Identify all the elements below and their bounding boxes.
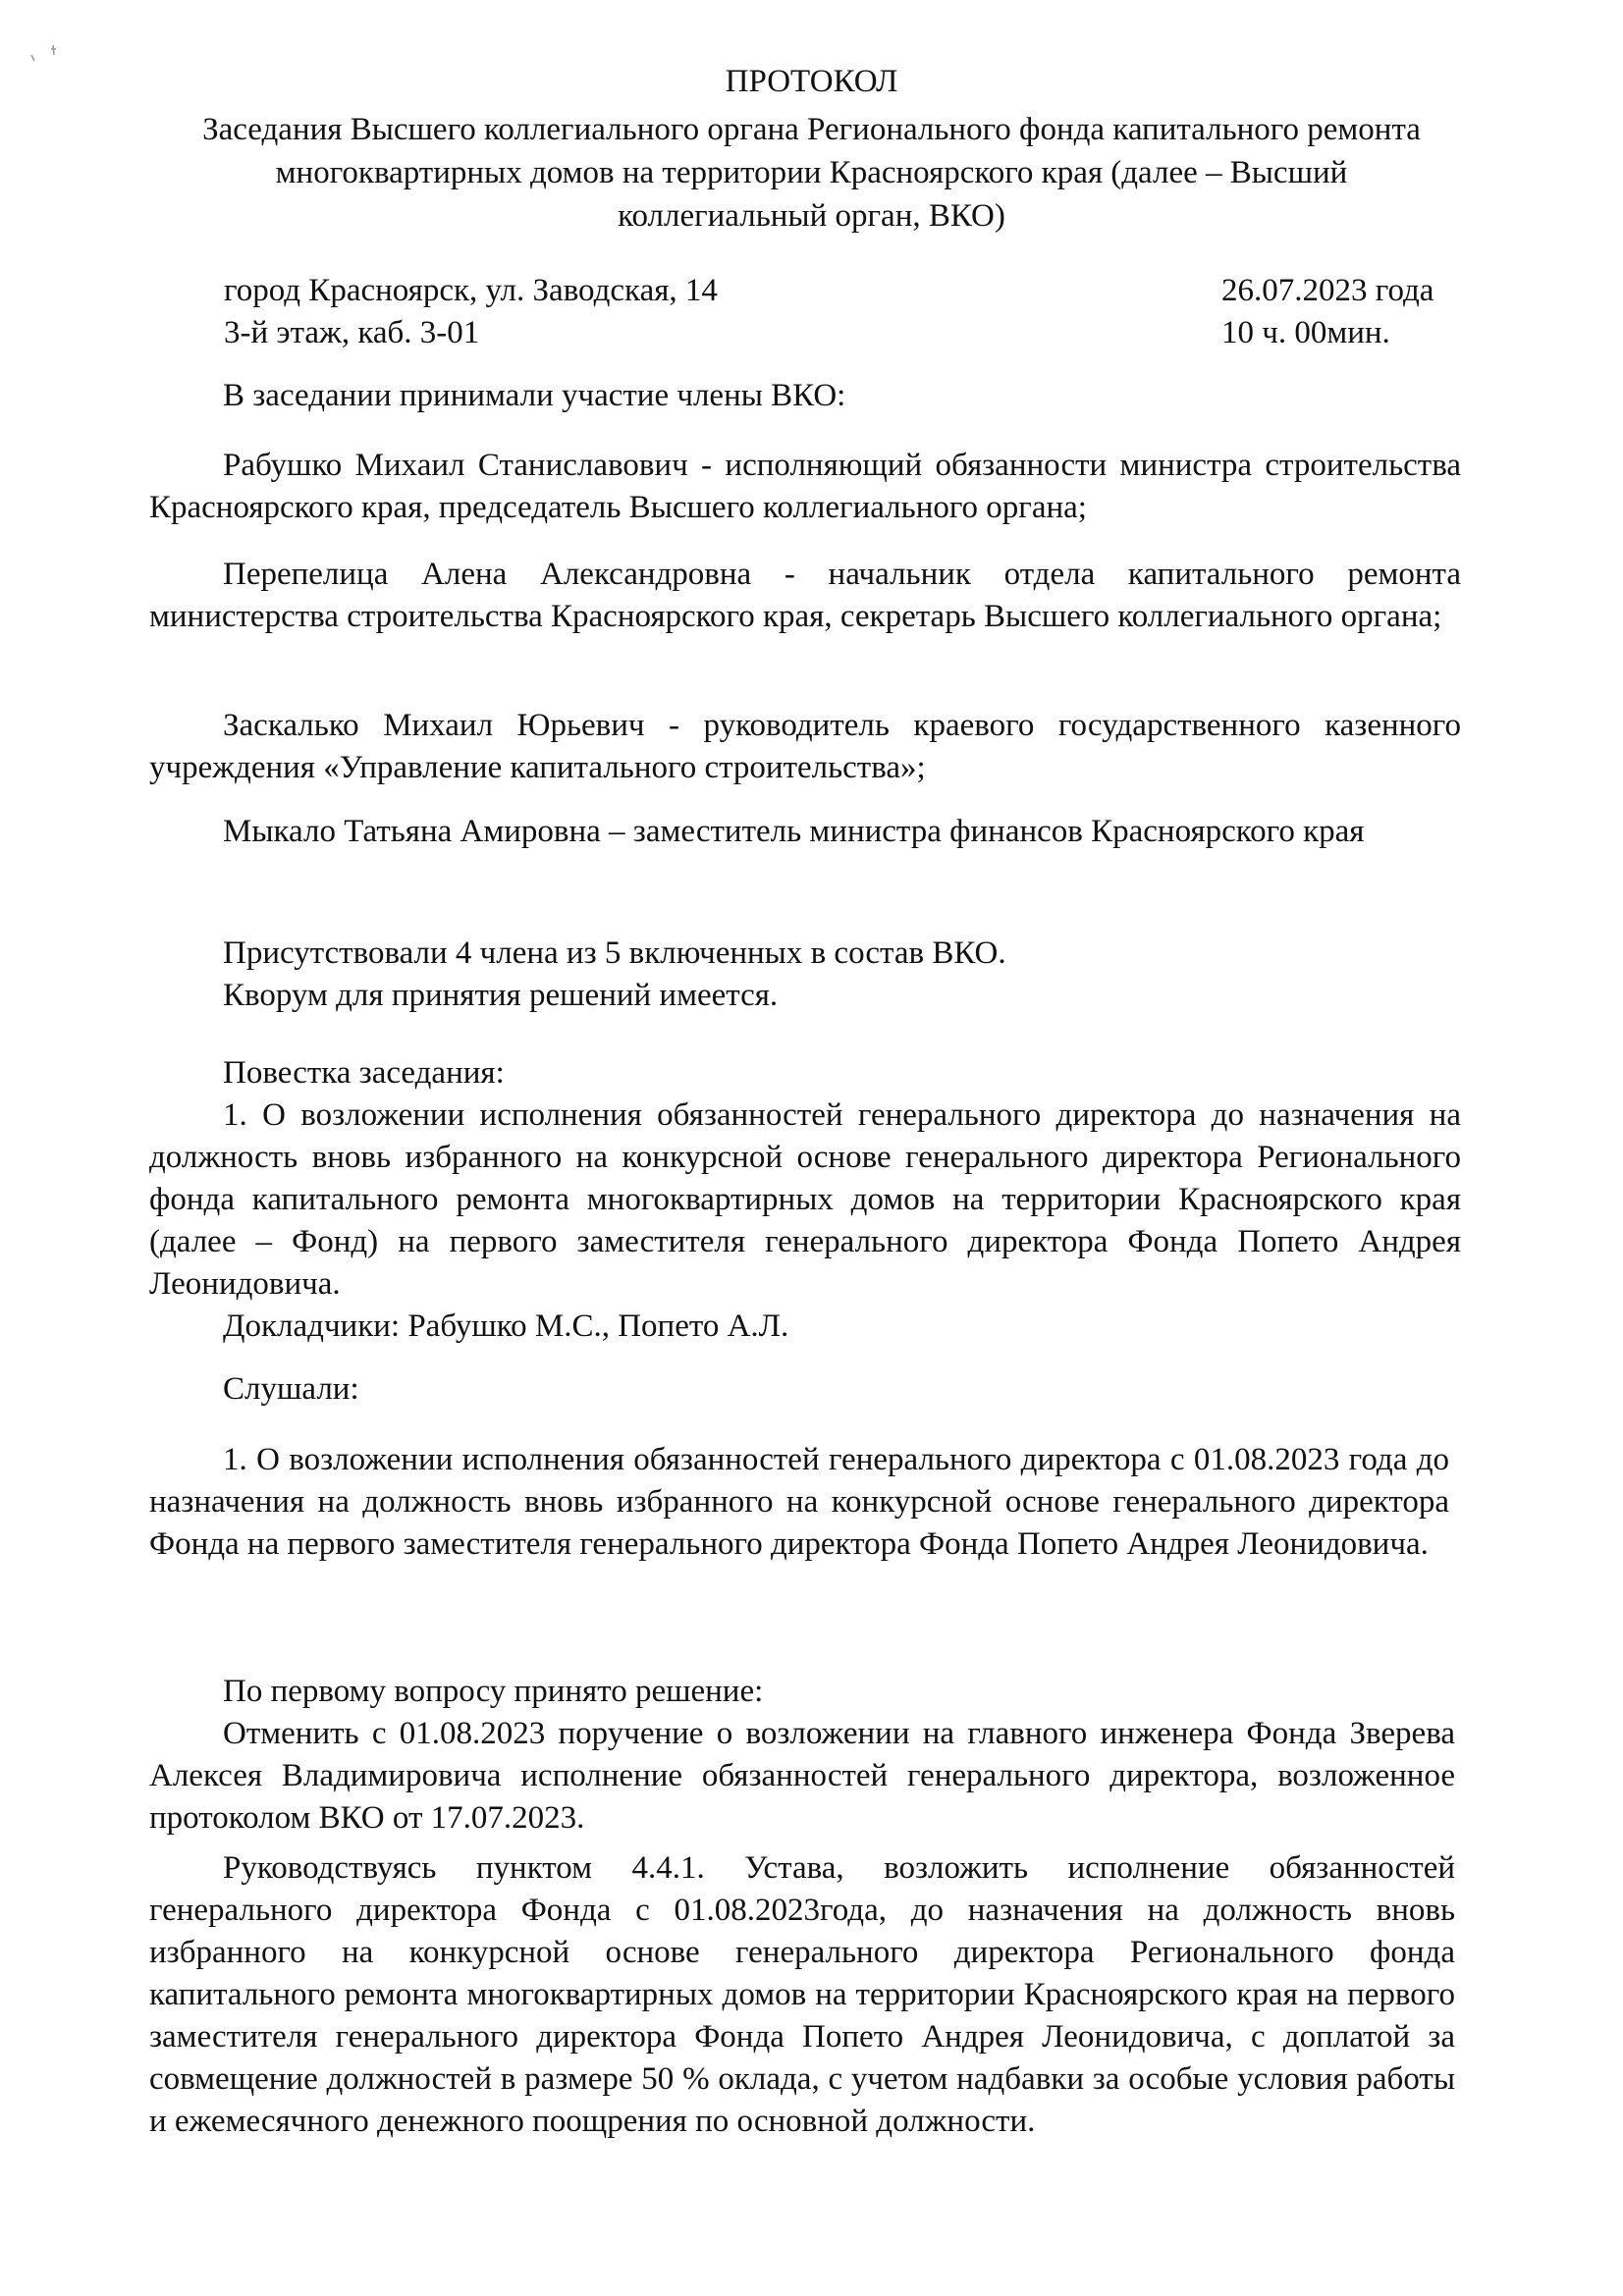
decision-paragraph: Руководствуясь пунктом 4.4.1. Устава, возложить исполнение обязанностей генерального директора Фонда с 01.08.2023года, до назначения на должность вновь избранного на конкурсной основе генерального директора Регионального фонда капитального ремонта многоквартирных домов на территории Красноярского края на первого заместителя генерального директора Фонда Попето Андрея Леонидовича, с доплатой за совмещение должностей в размере 50 % оклада, с учетом надбавки за особые условия работы и ежемесячного денежного поощрения по основной должности. [149,1850,1455,2139]
scan-speck-mark [27,37,106,67]
member-item: Перепелица Алена Александровна - начальник отдела капитального ремонта министерства строительства Красноярского края, секретарь Высшего коллегиального органа; [149,557,1461,634]
members-intro: В заседании принимали участие члены ВКО: [223,378,846,413]
heard-heading: Слушали: [223,1371,359,1407]
heard-item: 1. О возложении исполнения обязанностей генерального директора с 01.08.2023 года до назначения на должность вновь избранного на конкурсной основе генерального директора Фонда на первого заместителя генерального директора Фонда Попето Андрея Леонидовича. [149,1442,1449,1562]
member-item: Заскалько Михаил Юрьевич - руководитель краевого государственного казенного учреждения «Управление капитального строительства»; [149,708,1461,785]
location-line-2: 3-й этаж, каб. 3-01 [224,315,480,350]
meeting-time: 10 ч. 00мин. [1221,315,1390,350]
agenda-item: 1. О возложении исполнения обязанностей генерального директора до назначения на должность вновь избранного на конкурсной основе генерального директора Регионального фонда капитального ремонта многоквартирных домов на территории Красноярского края (далее – Фонд) на первого заместителя генерального директора Фонда Попето Андрея Леонидовича. [149,1097,1461,1302]
member-item: Рабушко Михаил Станиславович - исполняющий обязанности министра строительства Красноярского края, председатель Высшего коллегиального органа; [149,448,1461,525]
speakers-text: Докладчики: Рабушко М.С., Попето А.Л. [223,1308,789,1344]
document-title: ПРОТОКОЛ [725,64,898,99]
meeting-datetime [1221,270,1434,354]
meeting-location [224,270,911,354]
document-subtitle: Заседания Высшего коллегиального органа Регионального фонда капитального ремонта многоквартирных домов на территории Красноярского края (далее – Высший коллегиальный орган, ВКО) [202,112,1421,234]
attendance-text: Присутствовали 4 члена из 5 включенных в состав ВКО. [223,935,1006,971]
decision-heading: По первому вопросу принято решение: [223,1674,764,1709]
meeting-date: 26.07.2023 года [1221,273,1434,308]
quorum-text: Кворум для принятия решений имеется. [223,978,779,1013]
location-line-1: город Красноярск, ул. Заводская, 14 [224,273,718,308]
agenda-heading: Повестка заседания: [223,1055,505,1091]
decision-paragraph: Отменить с 01.08.2023 поручение о возложении на главного инженера Фонда Зверева Алексея Владимировича исполнение обязанностей генерального директора, возложенное протоколом ВКО от 17.07.2023. [149,1716,1455,1836]
member-item: Мыкало Татьяна Амировна – заместитель министра финансов Красноярского края [223,814,1365,849]
